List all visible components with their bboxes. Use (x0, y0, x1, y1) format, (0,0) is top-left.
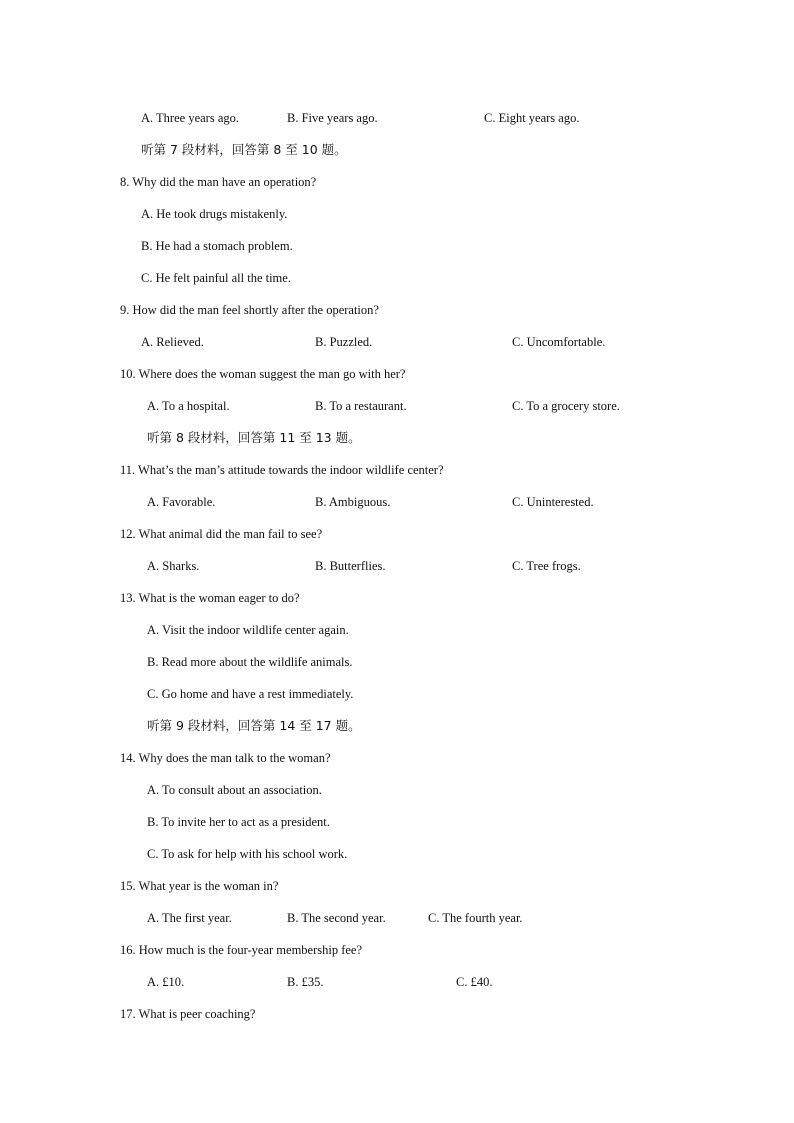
q14-question: 14. Why does the man talk to the woman? (120, 751, 331, 765)
q7-option-b: B. Five years ago. (287, 111, 378, 125)
q16-option-c: C. £40. (456, 975, 493, 989)
q12-question: 12. What animal did the man fail to see? (120, 527, 323, 541)
q11-option-c: C. Uninterested. (512, 495, 594, 509)
q16-option-a: A. £10. (147, 975, 185, 989)
q9-option-c: C. Uncomfortable. (512, 335, 606, 349)
q12-option-b: B. Butterflies. (315, 559, 386, 573)
q15-option-c: C. The fourth year. (428, 911, 523, 925)
q10-question: 10. Where does the woman suggest the man go with her? (120, 367, 406, 381)
q9-question: 9. How did the man feel shortly after the operation? (120, 303, 379, 317)
q14-option-b: B. To invite her to act as a president. (147, 815, 330, 829)
q7-option-a: A. Three years ago. (141, 111, 239, 125)
q11-question: 11. What’s the man’s attitude towards the indoor wildlife center? (120, 463, 444, 477)
q13-option-a: A. Visit the indoor wildlife center again. (147, 623, 349, 637)
q13-option-b: B. Read more about the wildlife animals. (147, 655, 353, 669)
q11-option-b: B. Ambiguous. (315, 495, 391, 509)
q9-option-b: B. Puzzled. (315, 335, 373, 349)
q15-option-b: B. The second year. (287, 911, 386, 925)
q14-option-c: C. To ask for help with his school work. (147, 847, 348, 861)
q16-option-b: B. £35. (287, 975, 324, 989)
q14-option-a: A. To consult about an association. (147, 783, 322, 797)
q15-option-a: A. The first year. (147, 911, 232, 925)
q15-question: 15. What year is the woman in? (120, 879, 279, 893)
q12-option-c: C. Tree frogs. (512, 559, 581, 573)
q8-option-b: B. He had a stomach problem. (141, 239, 293, 253)
q13-question: 13. What is the woman eager to do? (120, 591, 300, 605)
q10-option-b: B. To a restaurant. (315, 399, 407, 413)
section-9-instruction: 听第 9 段材料，回答第 14 至 17 题。 (147, 718, 361, 733)
q9-option-a: A. Relieved. (141, 335, 204, 349)
q11-option-a: A. Favorable. (147, 495, 216, 509)
q10-option-a: A. To a hospital. (147, 399, 230, 413)
q8-question: 8. Why did the man have an operation? (120, 175, 317, 189)
q17-question: 17. What is peer coaching? (120, 1007, 256, 1021)
q7-option-c: C. Eight years ago. (484, 111, 580, 125)
q12-option-a: A. Sharks. (147, 559, 200, 573)
q16-question: 16. How much is the four-year membership fee? (120, 943, 363, 957)
q8-option-c: C. He felt painful all the time. (141, 271, 291, 285)
section-8-instruction: 听第 8 段材料，回答第 11 至 13 题。 (147, 430, 361, 445)
q10-option-c: C. To a grocery store. (512, 399, 620, 413)
q8-option-a: A. He took drugs mistakenly. (141, 207, 288, 221)
q13-option-c: C. Go home and have a rest immediately. (147, 687, 354, 701)
section-7-instruction: 听第 7 段材料，回答第 8 至 10 题。 (141, 142, 347, 157)
